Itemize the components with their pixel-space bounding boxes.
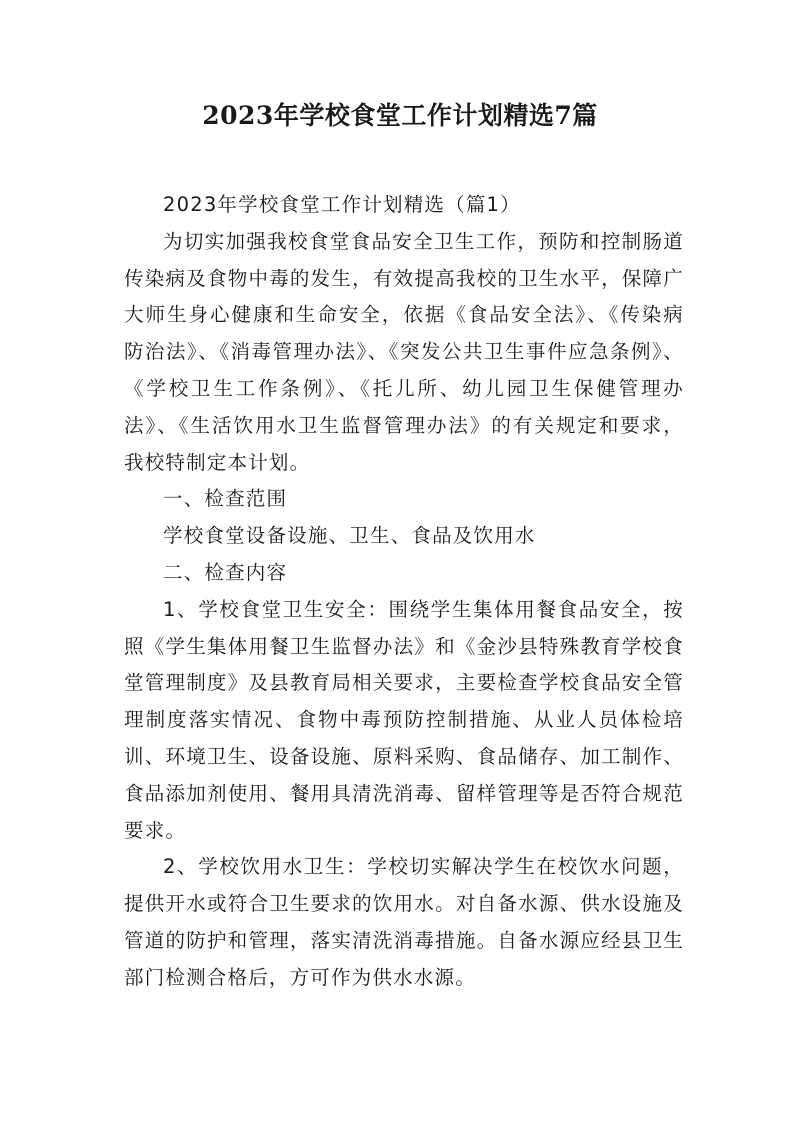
document-title: 2023年学校食堂工作计划精选7篇: [202, 101, 598, 130]
heading-inspection-scope: 一、检查范围: [163, 487, 288, 511]
heading-inspection-content: 二、检查内容: [163, 560, 288, 584]
section-heading-part-1: 2023年学校食堂工作计划精选（篇1）: [163, 193, 521, 216]
content-item-canteen-hygiene: 1、学校食堂卫生安全：围绕学生集体用餐食品安全，按照《学生集体用餐卫生监督办法》和《金沙县特殊教育学校食堂管理制度》及县教育局相关要求，主要检查学校食品安全管理制度落实情况、食物中毒预防控制措施、从业人员体检培训、环境卫生、设备设施、原料采购、食品储存、加工制作、食品添加剂使用、餐用具清洗消毒、留样管理等是否符合规范要求。: [124, 597, 684, 842]
content-item-drinking-water: 2、学校饮用水卫生：学校切实解决学生在校饮水问题，提供开水或符合卫生要求的饮用水。对自备水源、供水设施及管道的防护和管理，落实清洗消毒措施。自备水源应经县卫生部门检测合格后，方可作为供水水源。: [124, 855, 684, 989]
intro-paragraph: 为切实加强我校食堂食品安全卫生工作，预防和控制肠道传染病及食物中毒的发生，有效提高我校的卫生水平，保障广大师生身心健康和生命安全，依据《食品安全法》、《传染病防治法》、《消毒管理办法》、《突发公共卫生事件应急条例》、《学校卫生工作条例》、《托儿所、幼儿园卫生保健管理办法》、《生活饮用水卫生监督管理办法》的有关规定和要求，我校特制定本计划。: [124, 229, 684, 474]
inspection-scope-text: 学校食堂设备设施、卫生、食品及饮用水: [163, 524, 536, 548]
document-body: [124, 187, 684, 997]
